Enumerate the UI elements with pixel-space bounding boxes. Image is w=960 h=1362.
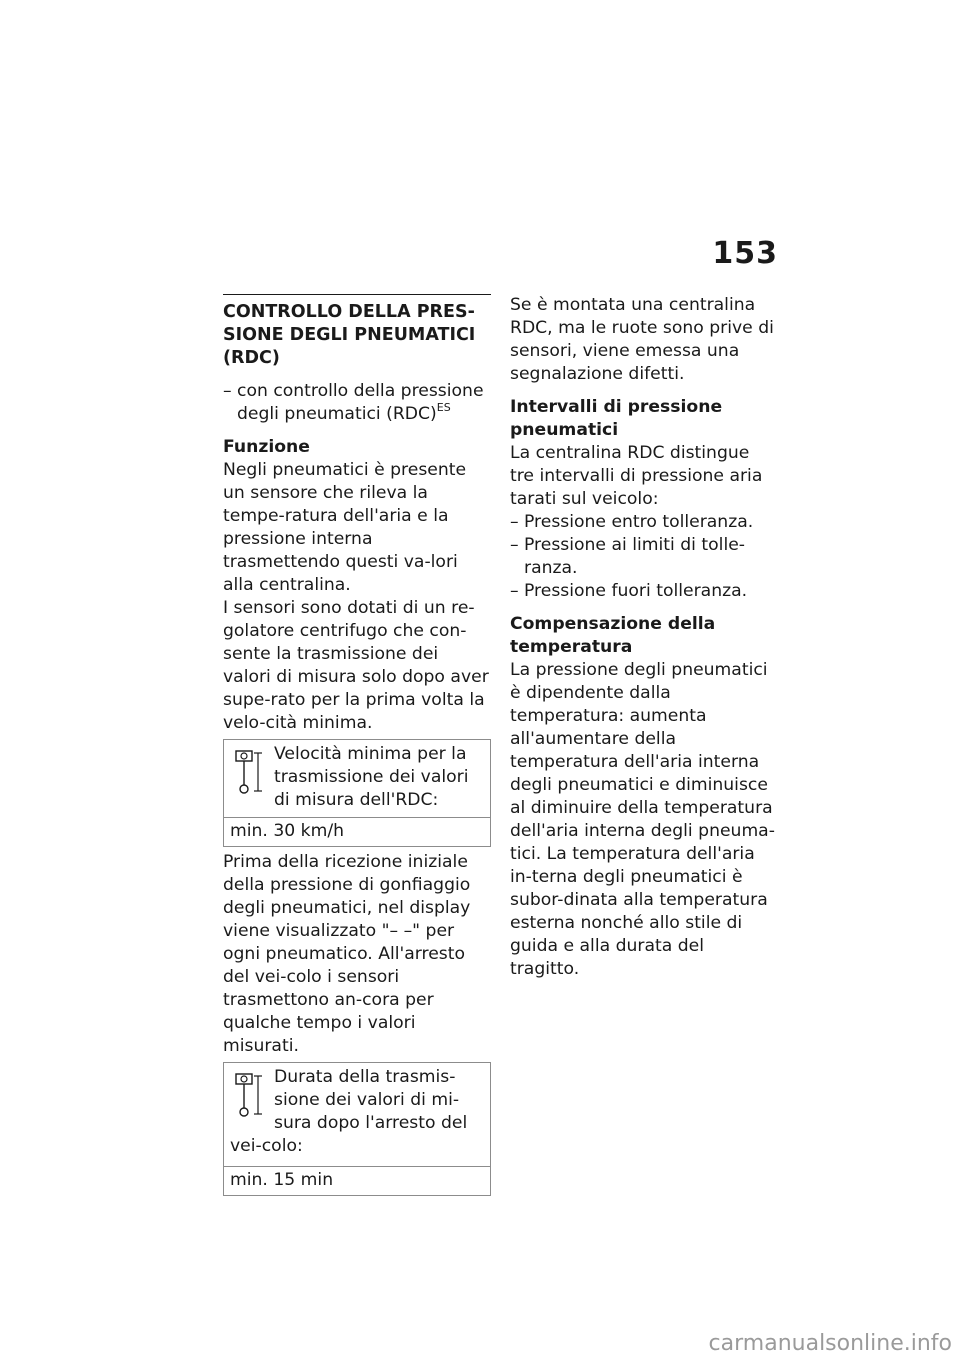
list-item-text: Pressione ai limiti di tolle-ranza. [524, 535, 746, 578]
paragraph: La pressione degli pneumatici è dipendente dalla temperatura: aumenta all'aumentare della temperatura dell'aria interna degli pneumatici e diminuisce al diminuire della temperatura dell'aria interna degli pneuma-tici. La temperatura dell'aria in-terna degli pneumatici è subor-dinata alla temperatura esterna nonché allo stile di guida e alla durata del tragitto. [510, 660, 775, 979]
section-rule [223, 294, 491, 295]
right-column [510, 294, 778, 981]
dash-marker: – [510, 512, 519, 532]
paragraph: Prima della ricezione iniziale della pressione di gonfiaggio degli pneumatici, nel display viene visualizzato "– –" per ogni pneumatico. All'arresto del vei-colo i sensori trasmettono an-cora per qualche tempo i valori misurati. [223, 852, 471, 1056]
watermark-link[interactable]: carmanualsonline.info [708, 1331, 952, 1356]
section-title: CONTROLLO DELLA PRES-SIONE DEGLI PNEUMATICI (RDC) [223, 302, 476, 368]
technical-data-value: min. 30 km/h [224, 817, 490, 846]
technical-data-icon [234, 747, 266, 795]
left-column [223, 294, 491, 1200]
subheading-function: Funzione [223, 437, 310, 457]
equipment-code: ES [436, 401, 451, 414]
technical-data-box [223, 739, 491, 847]
paragraph: La centralina RDC distingue tre intervalli di pressione aria tarati sul veicolo: [510, 443, 763, 509]
list-item [510, 580, 778, 603]
dash-marker: – [510, 535, 519, 555]
paragraph: I sensori sono dotati di un re-golatore centrifugo che con-sente la trasmissione dei valori di misura solo dopo aver supe-rato per la prima volta la velo-cità minima. [223, 598, 489, 733]
paragraph: Se è montata una centralina RDC, ma le ruote sono prive di sensori, viene emessa una segnalazione difetti. [510, 295, 774, 384]
dash-marker: – [223, 381, 232, 401]
technical-data-label: Velocità minima per la trasmissione dei valori di misura dell'RDC: [274, 744, 469, 810]
technical-data-label: Durata della trasmis-sione dei valori di mi-sura dopo l'arresto del vei-colo: [230, 1067, 468, 1156]
equipment-item [223, 380, 491, 426]
list-item [510, 511, 778, 534]
equipment-text: con controllo della pressione degli pneumatici (RDC) [237, 381, 484, 424]
dash-marker: – [510, 581, 519, 601]
subheading-intervals: Intervalli di pressione pneumatici [510, 397, 723, 440]
list-item-text: Pressione entro tolleranza. [524, 512, 754, 532]
page-number: 153 [712, 236, 778, 271]
technical-data-icon [234, 1070, 266, 1118]
list-item-text: Pressione fuori tolleranza. [524, 581, 748, 601]
list-item [510, 534, 778, 580]
subheading-compensation: Compensazione della temperatura [510, 614, 716, 657]
paragraph: Negli pneumatici è presente un sensore che rileva la tempe-ratura dell'aria e la pressione interna trasmettendo questi va-lori alla centralina. [223, 460, 467, 595]
technical-data-box [223, 1062, 491, 1196]
technical-data-value: min. 15 min [224, 1166, 490, 1195]
